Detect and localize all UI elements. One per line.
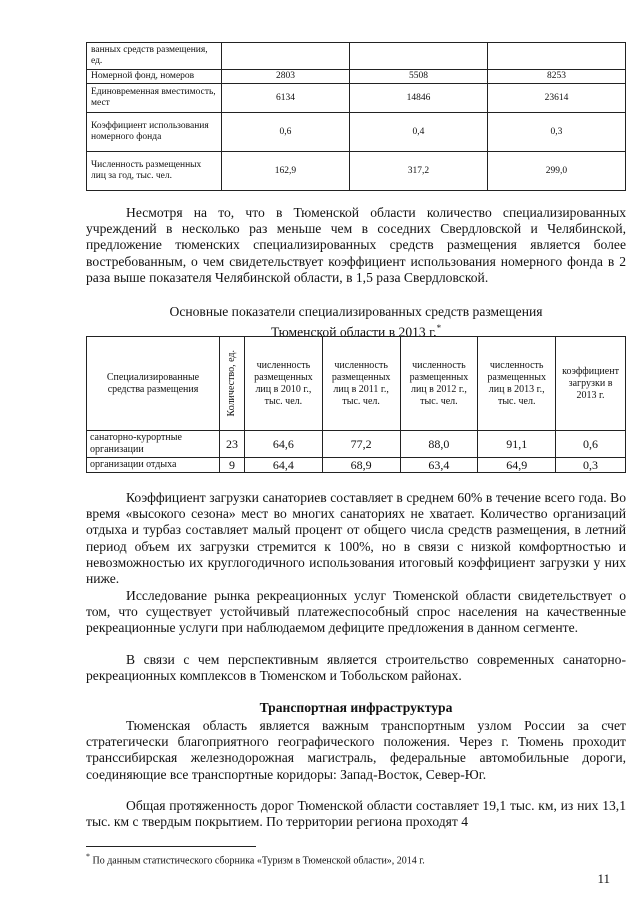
vertical-header: Количество, ед. (226, 350, 237, 417)
paragraph: Исследование рынка рекреационных услуг Тюменской области свидетельствует о том, что существует устойчивый платежеспособный спрос населения на качественные рекреационные услуги при наблюдаемом дефиците предложения в данном сегменте. (86, 588, 626, 636)
table-cell: 64,4 (245, 458, 323, 473)
table-cell: 0,3 (487, 113, 625, 152)
table-cell: 63,4 (400, 458, 478, 473)
table-cell: 64,9 (478, 458, 556, 473)
table-cell: 162,9 (222, 152, 350, 191)
table-cell: 88,0 (400, 431, 478, 458)
table-cell: Коэффициент использования номерного фонда (87, 113, 222, 152)
table-header-cell (220, 337, 245, 431)
table-cell: 23 (220, 431, 245, 458)
table-row (87, 458, 626, 473)
table-cell: 8253 (487, 70, 625, 84)
accommodation-capacity-table (86, 42, 626, 191)
table-cell: 77,2 (322, 431, 400, 458)
table-cell: 317,2 (349, 152, 487, 191)
table-cell: 0,4 (349, 113, 487, 152)
paragraph: Общая протяженность дорог Тюменской области составляет 19,1 тыс. км, из них 13,1 тыс. км с твердым покрытием. По территории региона проходят 4 (86, 798, 626, 830)
table-row (87, 70, 626, 84)
table-cell: 0,3 (556, 458, 626, 473)
footnote-marker: * (436, 323, 442, 333)
caption-text: Тюменской области в 2013 г. (270, 324, 437, 340)
footnote (86, 851, 425, 867)
table-header-cell: численность размещенных лиц в 2011 г., тыс. чел. (322, 337, 400, 431)
table-cell: 68,9 (322, 458, 400, 473)
table-cell: 14846 (349, 84, 487, 113)
table-cell (222, 43, 350, 70)
paragraph: Тюменская область является важным транспортным узлом России за счет стратегически благоприятного географического положения. Через г. Тюмень проходит транссибирская железнодорожная магистраль, федеральные автомобильные дороги, соединяющие все транспортные коридоры: Запад-Восток, Север-Юг. (86, 718, 626, 782)
table-cell: санаторно-курортные организации (87, 431, 220, 458)
table-cell: организации отдыха (87, 458, 220, 473)
section-heading: Транспортная инфраструктура (259, 700, 453, 715)
table-header-cell: численность размещенных лиц в 2010 г., тыс. чел. (245, 337, 323, 431)
table-header-cell: Специализированные средства размещения (87, 337, 220, 431)
table-row (87, 431, 626, 458)
table-header-cell: численность размещенных лиц в 2012 г., тыс. чел. (400, 337, 478, 431)
table-cell: 91,1 (478, 431, 556, 458)
table-cell: 5508 (349, 70, 487, 84)
table-row (87, 113, 626, 152)
table-cell: 2803 (222, 70, 350, 84)
table-row (87, 152, 626, 191)
table-cell: 64,6 (245, 431, 323, 458)
table-cell: Единовременная вместимость, мест (87, 84, 222, 113)
accommodation-indicators-table (86, 336, 626, 473)
paragraph: Коэффициент загрузки санаториев составляет в среднем 60% в течение всего года. Во время «высокого сезона» мест во многих санаториях не хватает. Количество организаций отдыха и турбаз составляет малый процент от общего числа средств размещения, в летний период объем их загрузки стремится к 100%, но в связи с низкой комфортностью и невозможностью их круглогодичного использования итоговый коэффициент загрузки у них ниже. (86, 490, 626, 587)
table-header-row (87, 337, 626, 431)
caption-line: Основные показатели специализированных средств размещения (169, 304, 543, 319)
page-number: 11 (597, 871, 610, 886)
table-cell (349, 43, 487, 70)
paragraph: Несмотря на то, что в Тюменской области количество специализированных учреждений в несколько раз меньше чем в соседних Свердловской и Челябинской, предложение тюменских специализированных средств размещения является более востребованным, о чем свидетельствует коэффициент использования номерного фонда в 2 раза выше показателя Челябинской области, в 1,5 раза Свердловской. (86, 205, 626, 285)
table-cell: ванных средств размещения, ед. (87, 43, 222, 70)
table-cell: 0,6 (222, 113, 350, 152)
paragraph: В связи с чем перспективным является строительство современных санаторно-рекреационных комплексов в Тюменском и Тобольском районах. (86, 652, 626, 684)
table-header-cell: численность размещенных лиц в 2013 г., тыс. чел. (478, 337, 556, 431)
table-row (87, 43, 626, 70)
table-cell: 6134 (222, 84, 350, 113)
footnote-text: По данным статистического сборника «Туризм в Тюменской области», 2014 г. (92, 855, 425, 867)
table-row (87, 84, 626, 113)
footnote-divider (86, 846, 256, 847)
table-cell: Номерной фонд, номеров (87, 70, 222, 84)
table-cell: 9 (220, 458, 245, 473)
table-cell: Численность размещенных лиц за год, тыс. чел. (87, 152, 222, 191)
table-cell: 23614 (487, 84, 625, 113)
table-header-cell: коэффициент загрузки в 2013 г. (556, 337, 626, 431)
table-cell: 0,6 (556, 431, 626, 458)
footnote-marker: * (86, 852, 90, 861)
table-cell (487, 43, 625, 70)
table-cell: 299,0 (487, 152, 625, 191)
